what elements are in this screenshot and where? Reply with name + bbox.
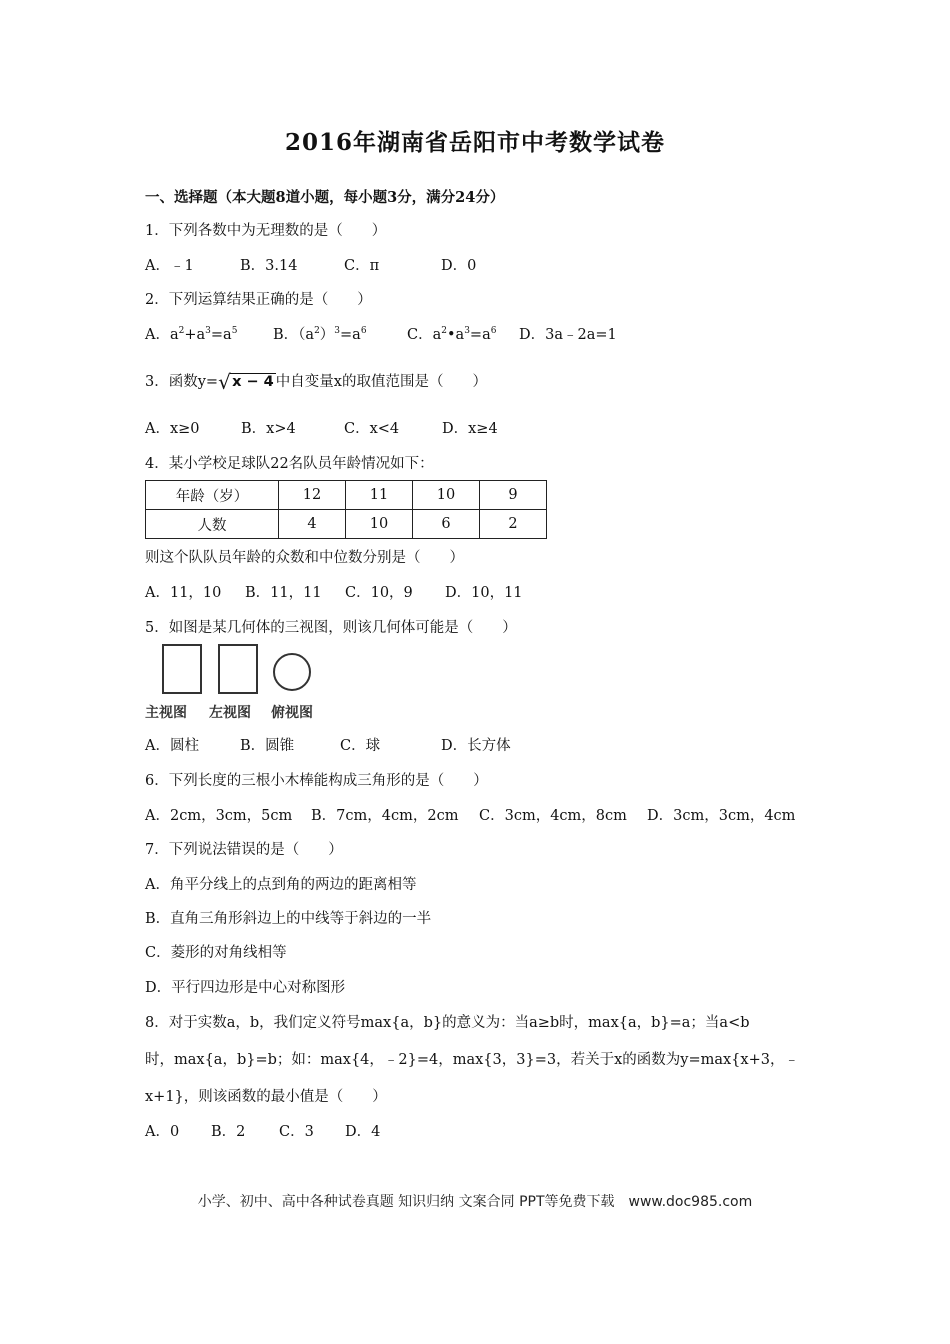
table-cell: 11 <box>346 481 413 510</box>
option-b: B．圆锥 <box>240 738 295 754</box>
option-d: D．0 <box>441 258 477 274</box>
question-1-options <box>145 254 476 275</box>
table-cell: 10 <box>346 510 413 539</box>
footer-text: 小学、初中、高中各种试卷真题 知识归纳 文案合同 PPT等免费下载 www.doc985.com <box>197 1194 753 1210</box>
option-c: C．球 <box>340 738 381 754</box>
section-heading: 一、选择题（本大题8道小题，每小题3分，满分24分） <box>145 189 505 206</box>
question-6-options <box>145 804 795 825</box>
table-cell: 6 <box>413 510 480 539</box>
option-b: B．7cm，4cm，2cm <box>311 808 459 824</box>
option-c: C．10，9 <box>345 585 413 601</box>
option-a: A．x≥0 <box>145 421 200 437</box>
option-b: B．11，11 <box>245 585 322 601</box>
option-c: C．3 <box>279 1124 314 1140</box>
option-d: D．平行四边形是中心对称图形 <box>145 980 346 996</box>
option-d: D．x≥4 <box>442 421 498 437</box>
option-d: D．3cm，3cm，4cm <box>647 808 796 824</box>
option-c: C．3cm，4cm，8cm <box>479 808 627 824</box>
question-3-stem: 3．函数y= √ x − 4 中自变量x的取值范围是（ ） <box>145 370 487 394</box>
question-6-stem: 6．下列长度的三根小木棒能构成三角形的是（ ） <box>145 773 488 789</box>
option-a: A．11，10 <box>145 585 222 601</box>
option-b: B．2 <box>211 1124 246 1140</box>
option-a: A．$a^2+a^3=a^5$ <box>145 326 238 343</box>
option-a: A．圆柱 <box>145 738 199 754</box>
question-8-line-3: x+1}，则该函数的最小值是（ ） <box>145 1089 387 1105</box>
question-5-stem: 5．如图是某几何体的三视图，则该几何体可能是（ ） <box>145 620 517 636</box>
side-view-rectangle <box>218 644 258 694</box>
radical-sign: √ <box>218 370 231 394</box>
age-table <box>145 480 547 539</box>
question-1-stem: 1．下列各数中为无理数的是（ ） <box>145 223 387 239</box>
table-cell: 人数 <box>146 510 279 539</box>
question-8-line-2: 时，max{a，b}=b；如：max{4，﹣2}=4，max{3，3}=3，若关于x的函数为y=max{x+3，﹣ <box>145 1052 799 1068</box>
table-cell: 4 <box>279 510 346 539</box>
table-cell: 10 <box>413 481 480 510</box>
table-cell: 2 <box>480 510 547 539</box>
option-b: B．3.14 <box>240 258 298 274</box>
question-7-stem: 7．下列说法错误的是（ ） <box>145 842 343 858</box>
question-3-options <box>145 417 498 438</box>
option-d: D．长方体 <box>441 738 511 754</box>
top-view-circle <box>273 653 311 691</box>
table-cell: 9 <box>480 481 547 510</box>
three-views-figure <box>145 644 345 724</box>
option-a: A．0 <box>145 1124 180 1140</box>
option-d: D．3a﹣2a=1 <box>519 327 617 343</box>
question-5-options <box>145 734 511 755</box>
option-d: D．4 <box>345 1124 381 1140</box>
side-view-label: 左视图 <box>209 705 251 721</box>
top-view-label: 俯视图 <box>271 705 313 721</box>
option-c: C．菱形的对角线相等 <box>145 945 287 961</box>
table-cell: 年龄（岁） <box>146 481 279 510</box>
question-4-ask: 则这个队队员年龄的众数和中位数分别是（ ） <box>145 550 464 566</box>
option-c: C．$a^2•a^3=a^6$ <box>407 326 497 343</box>
question-2-options <box>145 323 617 344</box>
front-view-rectangle <box>162 644 202 694</box>
option-b: B．x>4 <box>241 421 296 437</box>
question-4-stem: 4．某小学校足球队22名队员年龄情况如下： <box>145 456 434 472</box>
table-cell: 12 <box>279 481 346 510</box>
option-b: B．$(a^2)^3=a^6$ <box>273 326 367 343</box>
option-c: C．x<4 <box>344 421 400 437</box>
page-title: 2016年湖南省岳阳市中考数学试卷 <box>284 129 665 156</box>
option-a: A．角平分线上的点到角的两边的距离相等 <box>145 877 417 893</box>
option-c: C．π <box>344 258 380 274</box>
table-row <box>146 481 547 510</box>
option-a: A．2cm，3cm，5cm <box>145 808 293 824</box>
front-view-label: 主视图 <box>145 705 187 721</box>
question-8-options <box>145 1120 380 1141</box>
table-row <box>146 510 547 539</box>
question-8-line-1: 8．对于实数a，b，我们定义符号max{a，b}的意义为：当a≥b时，max{a，b}=a；当a<b <box>145 1015 750 1031</box>
option-d: D．10，11 <box>445 585 523 601</box>
question-2-stem: 2．下列运算结果正确的是（ ） <box>145 292 372 308</box>
sqrt-expression: √ x − 4 <box>218 370 274 394</box>
option-b: B．直角三角形斜边上的中线等于斜边的一半 <box>145 911 432 927</box>
option-a: A．﹣1 <box>145 258 194 274</box>
question-4-options <box>145 581 523 602</box>
